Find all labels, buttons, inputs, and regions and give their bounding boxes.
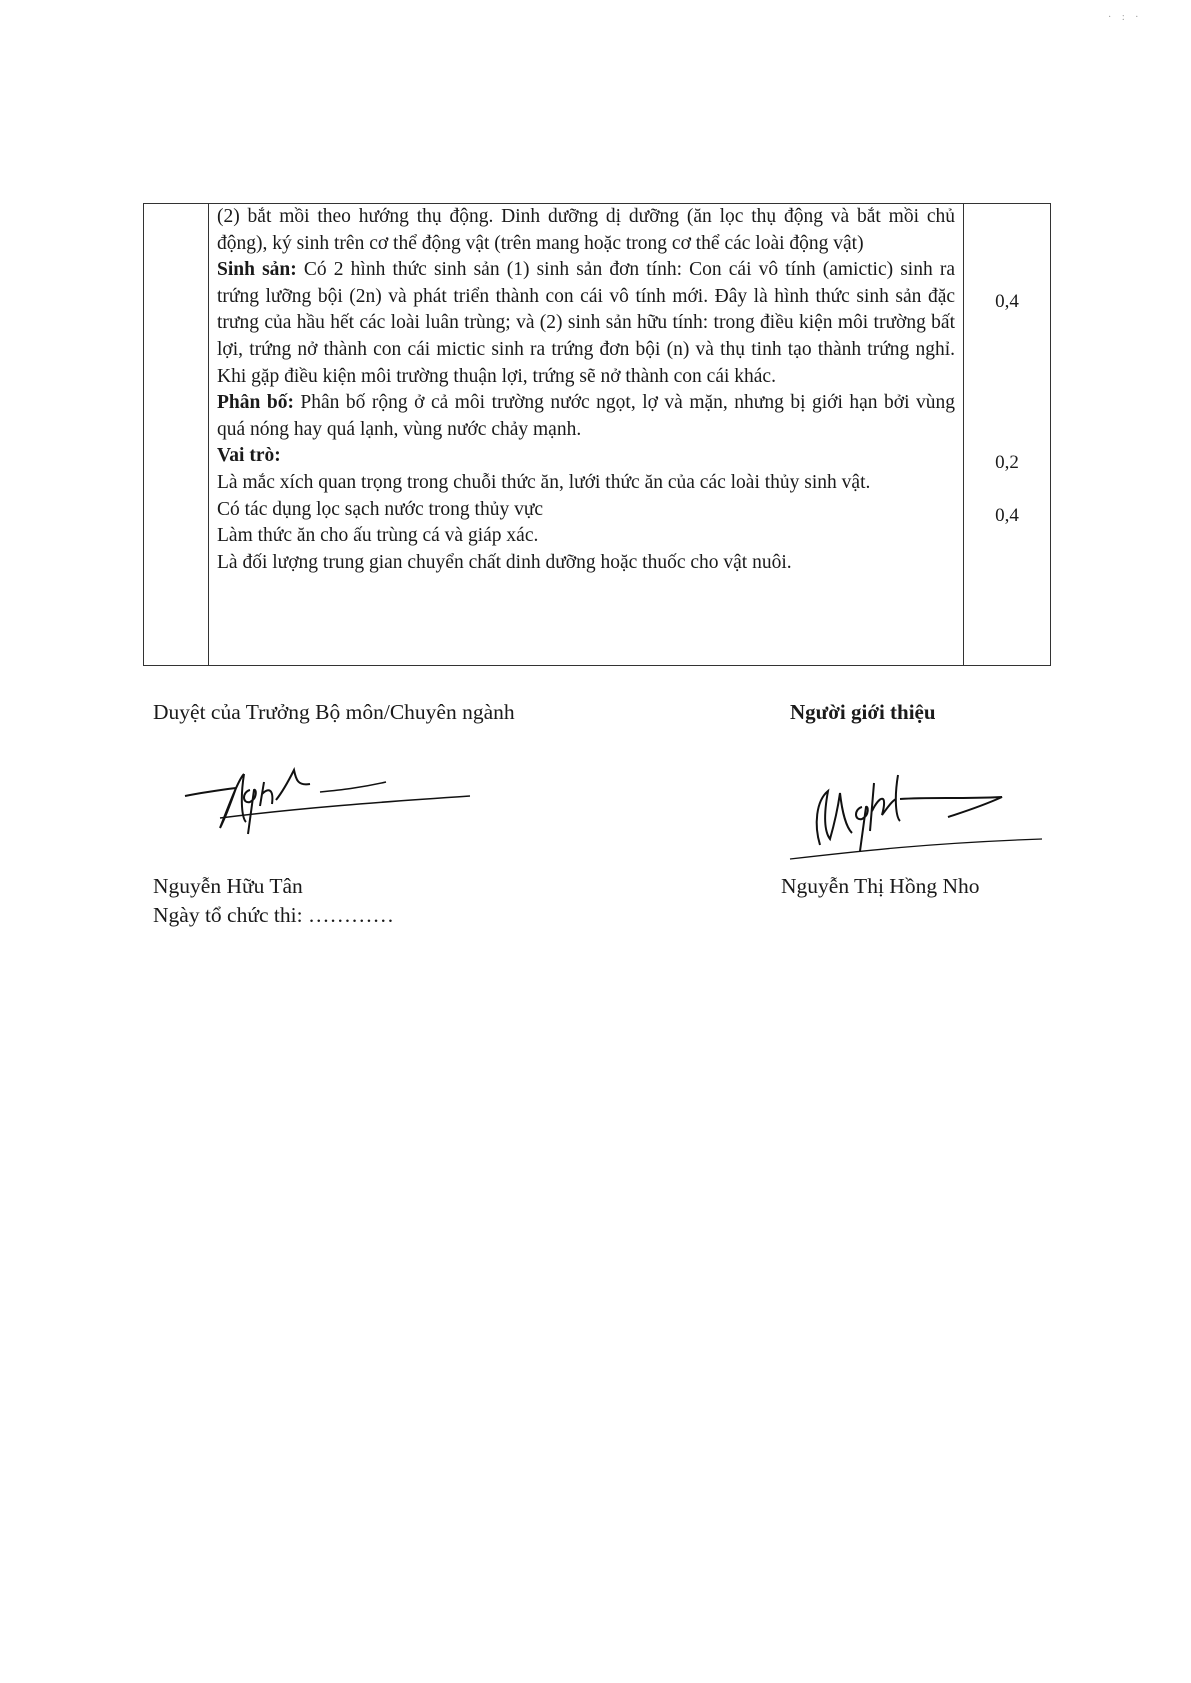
- answer-table: [143, 203, 1051, 666]
- reproduction-label: Sinh sản:: [217, 259, 297, 281]
- score-reproduction: 0,4: [995, 291, 1019, 312]
- question-number-cell: [144, 204, 209, 666]
- score-role: 0,4: [995, 505, 1019, 526]
- approval-label: Duyệt của Trưởng Bộ môn/Chuyên ngành: [153, 700, 515, 724]
- role-item: Làm thức ăn cho ấu trùng cá và giáp xác.: [217, 525, 539, 547]
- score-cell: [964, 204, 1051, 666]
- role-item: Có tác dụng lọc sạch nước trong thủy vực: [217, 498, 544, 520]
- exam-date: Ngày tổ chức thi: …………: [153, 903, 394, 927]
- score-distribution: 0,2: [995, 452, 1019, 473]
- scan-artifact: · : ·: [1108, 12, 1143, 23]
- left-signer-name: Nguyễn Hữu Tân: [153, 874, 303, 898]
- role-item: Là mắc xích quan trọng trong chuỗi thức ăn, lưới thức ăn của các loài thủy sinh vật.: [217, 471, 871, 493]
- distribution-label: Phân bố:: [217, 392, 294, 414]
- right-signature: [780, 755, 1060, 865]
- nutrition-paragraph: (2) bắt mồi theo hướng thụ động. Dinh dưỡng dị dưỡng (ăn lọc thụ động và bắt mồi chủ động), ký sinh trên cơ thể động vật (trên mang hoặc trong cơ thể các loài động vật): [217, 206, 955, 254]
- introducer-label: Người giới thiệu: [790, 700, 936, 724]
- role-item: Là đối lượng trung gian chuyển chất dinh dưỡng hoặc thuốc cho vật nuôi.: [217, 551, 792, 573]
- left-signature: [180, 760, 480, 840]
- answer-content-cell: [209, 204, 964, 666]
- right-signer-name: Nguyễn Thị Hồng Nho: [781, 874, 980, 898]
- role-heading: Vai trò:: [217, 445, 281, 467]
- distribution-text: Phân bố rộng ở cả môi trường nước ngọt, lợ và mặn, nhưng bị giới hạn bởi vùng quá nóng hay quá lạnh, vùng nước chảy mạnh.: [217, 392, 955, 440]
- reproduction-paragraph: [217, 257, 955, 390]
- reproduction-text: Có 2 hình thức sinh sản (1) sinh sản đơn tính: Con cái vô tính (amictic) sinh ra trứng lưỡng bội (2n) và phát triển thành con cái vô tính mới. Đây là hình thức sinh sản đặc trưng của hầu hết các loài luân trùng; và (2) sinh sản hữu tính: trong điều kiện môi trường bất lợi, trứng nở thành con cái mictic sinh ra trứng đơn bội (n) và thụ tinh tạo thành trứng nghỉ. Khi gặp điều kiện môi trường thuận lợi, trứng sẽ nở thành con cái khác.: [217, 259, 955, 387]
- distribution-paragraph: [217, 390, 955, 443]
